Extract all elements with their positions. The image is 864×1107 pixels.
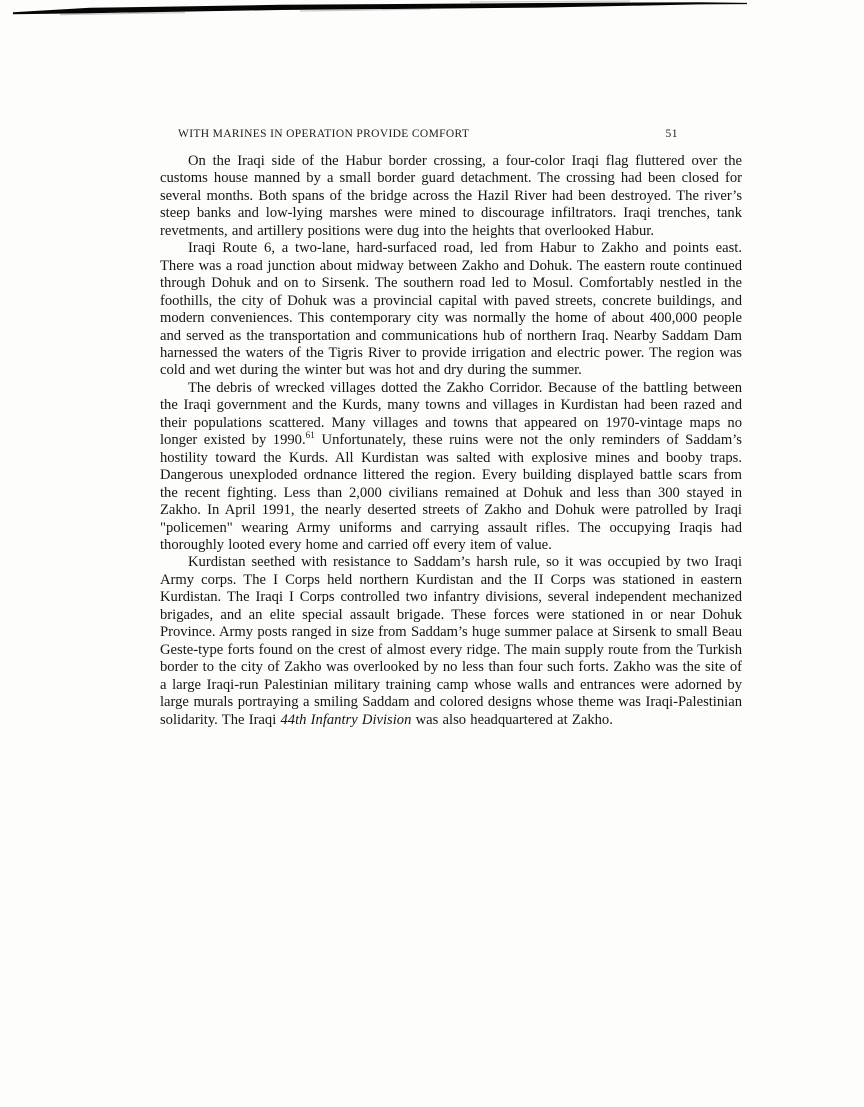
paragraph-route-6	[160, 240, 742, 380]
paragraph-text: Kurdistan seethed with resistance to Saddam’s harsh rule, so it was occupied by two Iraqi Army corps. The I Corps held northern Kurdistan and the II Corps was stationed in eastern Kurdistan. The Iraqi I Corps controlled two infantry divisions, several independent mechanized brigades, and an elite special assault brigade. These forces were stationed in or near Dohuk Province. Army posts ranged in size from Saddam’s huge summer palace at Sirsenk to small Beau Geste-type forts found on the crest of almost every ridge. The main supply route from the Turkish border to the city of Zakho was overlooked by no less than four such forts. Zakho was the site of a large Iraqi-run Palestinian military training camp whose walls and entrances were adorned by large murals portraying a smiling Saddam and colored designs whose theme was Iraqi-Palestinian solidarity. The Iraqi	[160, 554, 742, 728]
paragraph-text: On the Iraqi side of the Habur border crossing, a four-color Iraqi flag fluttered over the customs house manned by a small border guard detachment. The crossing had been closed for several months. Both spans of the bridge across the Hazil River had been destroyed. The river’s steep banks and low-lying marshes were mined to discourage infiltrators. Iraqi trenches, tank revetments, and artillery positions were dug into the heights that overlooked Habur.	[160, 153, 742, 239]
paragraph-habur-crossing	[160, 153, 742, 240]
running-header	[160, 128, 742, 141]
paragraph-text: Unfortunately, these ruins were not the only reminders of Saddam’s hostility toward the Kurds. All Kurdistan was salted with explosive mines and booby traps. Dangerous unexploded ordnance littered the region. Every building displayed battle scars from the recent fighting. Less than 2,000 civilians remained at Dohuk and less than 300 stayed in Zakho. In April 1991, the nearly deserted streets of Zakho and Dohuk were patrolled by Iraqi "policemen" wearing Army uniforms and carrying assault rifles. The occupying Iraqis had thoroughly looted every home and carried off every item of value.	[160, 432, 742, 553]
footnote-marker: 61	[305, 430, 316, 441]
body-text-column	[160, 153, 742, 729]
paragraph-wrecked-villages	[160, 380, 742, 555]
running-header-title: WITH MARINES IN OPERATION PROVIDE COMFORT	[178, 128, 470, 140]
unit-name-italic: 44th Infantry Division	[280, 711, 412, 728]
paragraph-iraqi-corps	[160, 554, 742, 729]
scan-artifact-line	[0, 0, 864, 24]
paragraph-text: Iraqi Route 6, a two-lane, hard-surfaced road, led from Habur to Zakho and points east. There was a road junction about midway between Zakho and Dohuk. The eastern route continued through Dohuk and on to Sirsenk. The southern road led to Mosul. Comfortably nestled in the foothills, the city of Dohuk was a provincial capital with paved streets, concrete buildings, and modern conveniences. This contemporary city was normally the home of about 400,000 people and served as the transportation and communications hub of northern Iraq. Nearby Saddam Dam harnessed the waters of the Tigris River to provide irrigation and electric power. The region was cold and wet during the winter but was hot and dry during the summer.	[160, 240, 742, 379]
paragraph-text: was also headquartered at Zakho.	[411, 711, 613, 728]
page-number: 51	[665, 128, 678, 140]
paragraph-text: The debris of wrecked villages dotted the Zakho Corridor. Because of the battling between the Iraqi government and the Kurds, many towns and villages in Kurdistan had been razed and their populations scattered. Many villages and towns that appeared on 1970-vintage maps no longer existed by 1990.	[160, 379, 742, 449]
